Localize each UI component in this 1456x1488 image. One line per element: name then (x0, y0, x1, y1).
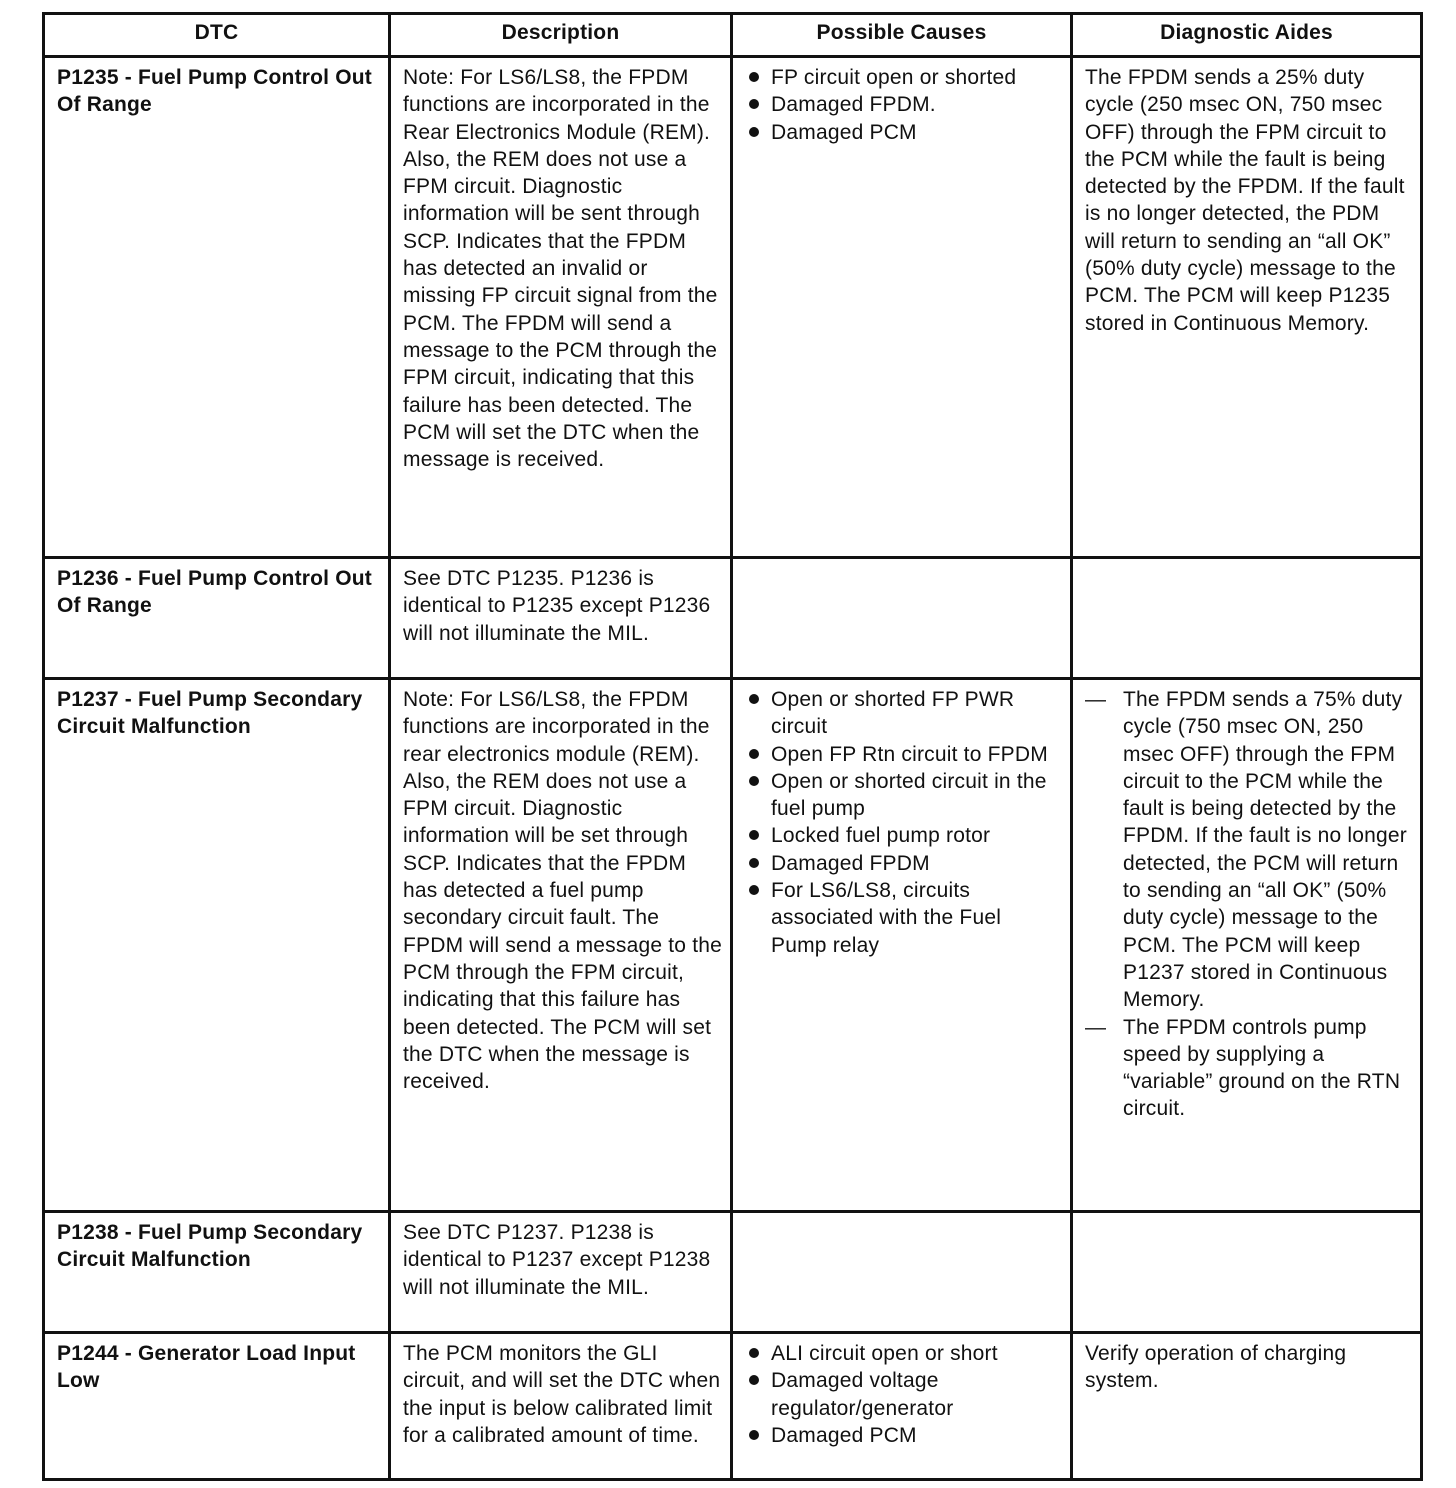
causes-cell (732, 679, 1072, 1212)
dtc-code-cell: P1237 - Fuel Pump Secondary Circuit Malfunction (44, 679, 390, 1212)
aides-cell (1072, 558, 1422, 679)
aides-cell: The FPDM sends a 25% duty cycle (250 msec ON, 750 msec OFF) through the FPM circuit to the PCM while the fault is being detected by the FPDM. If the fault is no longer detected, the PDM will return to sending an “all OK” (50% duty cycle) message to the PCM. The PCM will keep P1235 stored in Continuous Memory. (1072, 57, 1422, 558)
table-row (44, 57, 1422, 558)
dtc-code-cell: P1236 - Fuel Pump Control Out Of Range (44, 558, 390, 679)
cause-item: Open FP Rtn circuit to FPDM (745, 741, 1062, 768)
cause-item: ALI circuit open or short (745, 1340, 1062, 1367)
header-description: Description (390, 14, 732, 57)
causes-list (745, 1340, 1062, 1449)
header-dtc: DTC (44, 14, 390, 57)
dtc-code-cell: P1235 - Fuel Pump Control Out Of Range (44, 57, 390, 558)
table-header-row (44, 14, 1422, 57)
description-cell: See DTC P1237. P1238 is identical to P1237 except P1238 will not illuminate the MIL. (390, 1212, 732, 1333)
table-row (44, 558, 1422, 679)
causes-list (745, 686, 1062, 959)
aides-cell (1072, 1212, 1422, 1333)
description-cell: See DTC P1235. P1236 is identical to P1235 except P1236 will not illuminate the MIL. (390, 558, 732, 679)
aides-cell (1072, 679, 1422, 1212)
cause-item: Damaged PCM (745, 119, 1062, 146)
header-diagnostic-aides: Diagnostic Aides (1072, 14, 1422, 57)
dtc-code-cell: P1244 - Generator Load Input Low (44, 1333, 390, 1480)
description-cell: The PCM monitors the GLI circuit, and will set the DTC when the input is below calibrated limit for a calibrated amount of time. (390, 1333, 732, 1480)
cause-item: Damaged PCM (745, 1422, 1062, 1449)
cause-item: Damaged FPDM (745, 850, 1062, 877)
dtc-code-cell: P1238 - Fuel Pump Secondary Circuit Malfunction (44, 1212, 390, 1333)
aides-cell: Verify operation of charging system. (1072, 1333, 1422, 1480)
causes-cell (732, 558, 1072, 679)
table-row (44, 1333, 1422, 1480)
cause-item: For LS6/LS8, circuits associated with the Fuel Pump relay (745, 877, 1062, 959)
aide-item: — The FPDM sends a 75% duty cycle (750 msec ON, 250 msec OFF) through the FPM circuit to the PCM while the fault is being detected by the FPDM. If the fault is no longer detected, the PCM will return to sending an “all OK” (50% duty cycle) message to the PCM. The PCM will keep P1237 stored in Continuous Memory. (1085, 686, 1412, 1014)
causes-cell (732, 1212, 1072, 1333)
description-cell: Note: For LS6/LS8, the FPDM functions are incorporated in the rear electronics module (REM). Also, the REM does not use a FPM circuit. Diagnostic information will be set through SCP. Indicates that the FPDM has detected a fuel pump secondary circuit fault. The FPDM will send a message to the PCM through the FPM circuit, indicating that this failure has been detected. The PCM will set the DTC when the message is received. (390, 679, 732, 1212)
causes-cell (732, 57, 1072, 558)
dtc-document (42, 12, 1420, 1481)
cause-item: Locked fuel pump rotor (745, 822, 1062, 849)
header-possible-causes: Possible Causes (732, 14, 1072, 57)
cause-item: Damaged FPDM. (745, 91, 1062, 118)
cause-item: Open or shorted FP PWR circuit (745, 686, 1062, 741)
table-row (44, 1212, 1422, 1333)
cause-item: Open or shorted circuit in the fuel pump (745, 768, 1062, 823)
description-cell: Note: For LS6/LS8, the FPDM functions are incorporated in the Rear Electronics Module (REM). Also, the REM does not use a FPM circuit. Diagnostic information will be sent through SCP. Indicates that the FPDM has detected an invalid or missing FP circuit signal from the PCM. The FPDM will send a message to the PCM through the FPM circuit, indicating that this failure has been detected. The PCM will set the DTC when the message is received. (390, 57, 732, 558)
cause-item: FP circuit open or shorted (745, 64, 1062, 91)
causes-cell (732, 1333, 1072, 1480)
table-row (44, 679, 1422, 1212)
cause-item: Damaged voltage regulator/generator (745, 1367, 1062, 1422)
aide-item: — The FPDM controls pump speed by supplying a “variable” ground on the RTN circuit. (1085, 1014, 1412, 1123)
aides-list (1085, 686, 1412, 1123)
dtc-table (42, 12, 1423, 1481)
causes-list (745, 64, 1062, 146)
